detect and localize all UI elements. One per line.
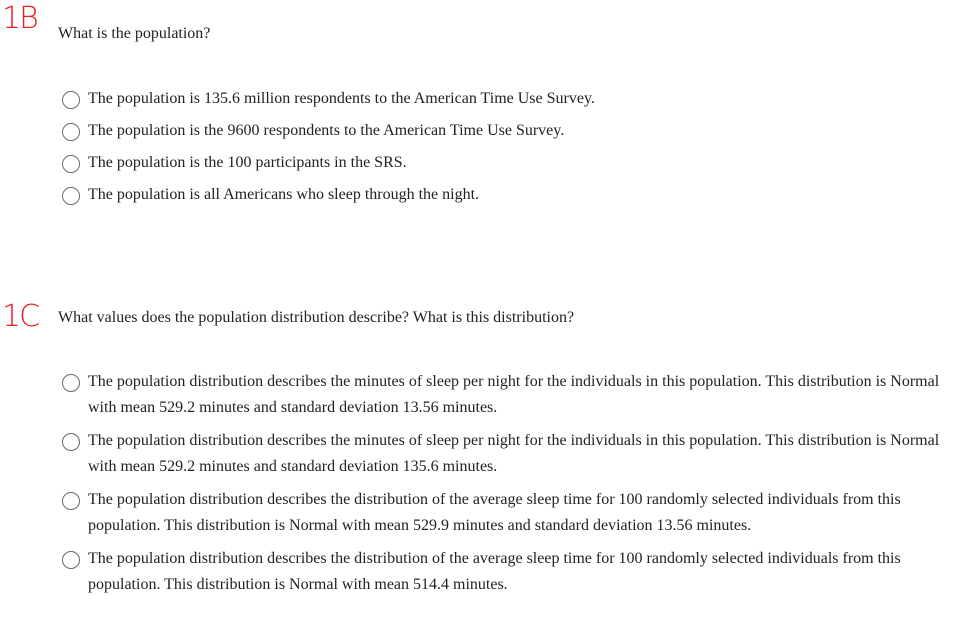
radio-button[interactable] <box>62 123 80 141</box>
question-2-option-3[interactable] <box>62 491 960 539</box>
radio-button[interactable] <box>62 551 80 569</box>
question-1-options <box>62 90 960 218</box>
question-1-option-2[interactable] <box>62 122 960 144</box>
option-label: The population distribution describes the distribution of the average sleep time for 100 randomly selected individuals from this population. This distribution is Normal with mean 529.9 minutes and standard deviation 13.56 minutes. <box>88 491 901 534</box>
radio-button[interactable] <box>62 374 80 392</box>
question-2-options <box>62 373 960 609</box>
handwritten-annotation-1b: 1B <box>2 1 37 36</box>
question-2-option-2[interactable] <box>62 432 960 480</box>
radio-button[interactable] <box>62 91 80 109</box>
handwritten-annotation-1c: 1C <box>2 299 39 334</box>
question-1-option-3[interactable] <box>62 154 960 176</box>
option-label: The population is 135.6 million respondents to the American Time Use Survey. <box>88 90 595 107</box>
radio-button[interactable] <box>62 433 80 451</box>
radio-button[interactable] <box>62 155 80 173</box>
option-label: The population is the 9600 respondents to the American Time Use Survey. <box>88 122 565 139</box>
question-2-option-1[interactable] <box>62 373 960 421</box>
question-1-option-4[interactable] <box>62 186 960 208</box>
question-2-option-4[interactable] <box>62 550 960 598</box>
question-1-prompt: What is the population? <box>58 25 211 42</box>
option-label: The population distribution describes the minutes of sleep per night for the individuals in this population. This distribution is Normal with mean 529.2 minutes and standard deviation 135.6 minutes. <box>88 432 940 475</box>
option-label: The population is the 100 participants in the SRS. <box>88 154 407 171</box>
option-label: The population is all Americans who sleep through the night. <box>88 186 480 203</box>
radio-button[interactable] <box>62 187 80 205</box>
question-2-prompt: What values does the population distribution describe? What is this distribution? <box>58 309 575 326</box>
option-label: The population distribution describes the minutes of sleep per night for the individuals in this population. This distribution is Normal with mean 529.2 minutes and standard deviation 13.56 minutes. <box>88 373 940 416</box>
radio-button[interactable] <box>62 492 80 510</box>
option-label: The population distribution describes the distribution of the average sleep time for 100 randomly selected individuals from this population. This distribution is Normal with mean 514.4 minutes. <box>88 550 901 593</box>
question-1-option-1[interactable] <box>62 90 960 112</box>
